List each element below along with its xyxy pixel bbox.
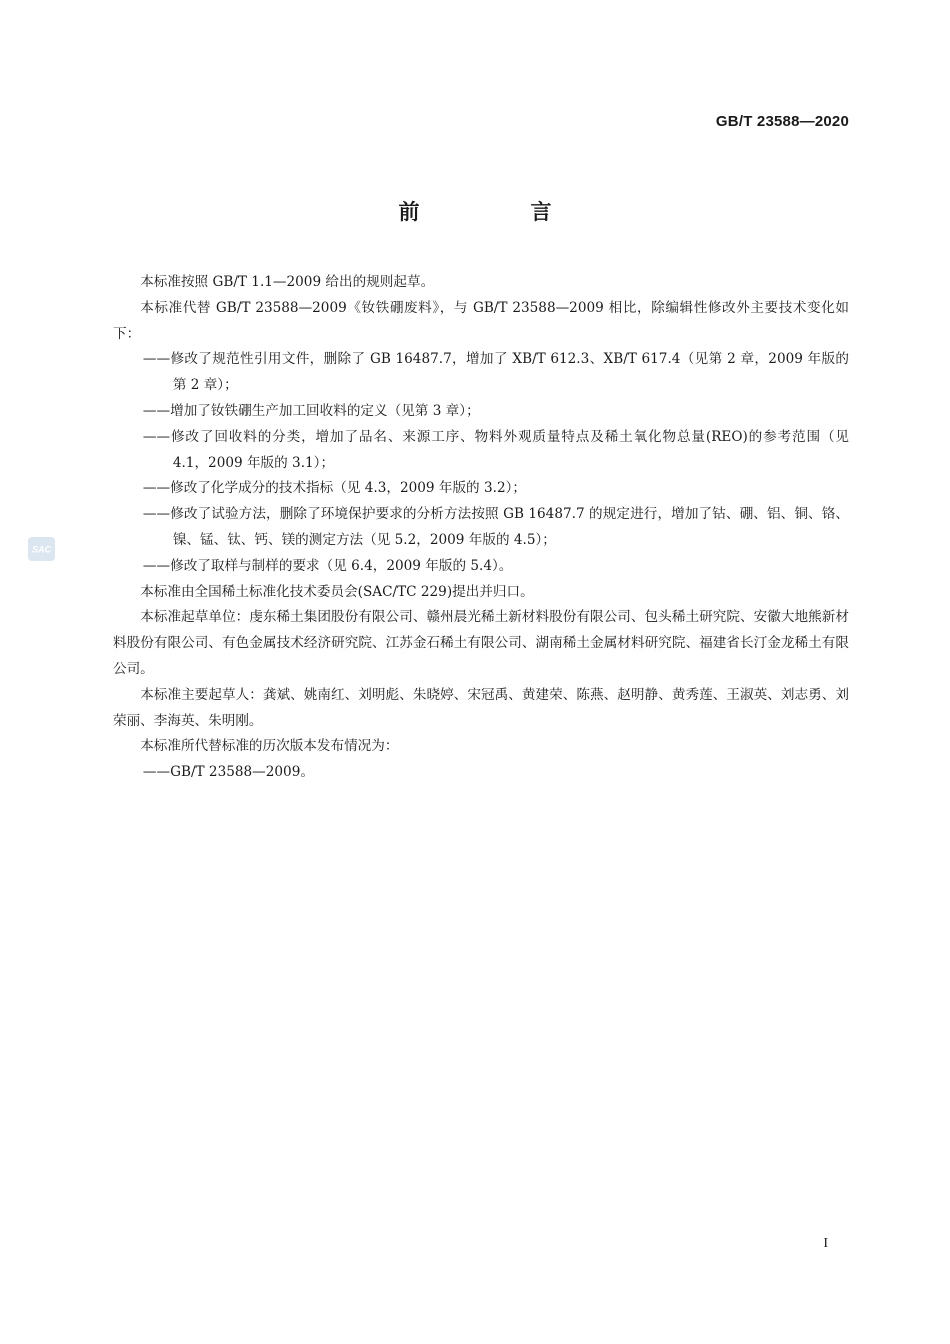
paragraph-committee: 本标准由全国稀土标准化技术委员会(SAC/TC 229)提出并归口。 xyxy=(140,583,534,600)
paragraph-drafting-units: 本标准起草单位：虔东稀土集团股份有限公司、赣州晨光稀土新材料股份有限公司、包头稀土研究院、安徽大地熊新材料股份有限公司、有色金属技术经济研究院、江苏金石稀土有限公司、湖南稀土金属材料研究院、福建省长汀金龙稀土有限公司。 xyxy=(113,609,849,677)
change-item-definition: ——增加了钕铁硼生产加工回收料的定义（见第 3 章）； xyxy=(142,402,480,419)
paragraph-history: 本标准所代替标准的历次版本发布情况为： xyxy=(140,738,399,755)
history-item: ——GB/T 23588—2009。 xyxy=(142,764,314,781)
page-number: I xyxy=(823,1236,828,1251)
change-item-test-methods: ——修改了试验方法，删除了环境保护要求的分析方法按照 GB 16487.7 的规定进行，增加了钴、硼、铝、铜、铬、镍、锰、钛、钙、镁的测定方法（见 5.2，2009 年版的 4.5）； xyxy=(142,506,849,548)
change-item-sampling: ——修改了取样与制样的要求（见 6.4，2009 年版的 5.4）。 xyxy=(142,557,513,574)
change-item-classification: ——修改了回收料的分类，增加了品名、来源工序、物料外观质量特点及稀土氧化物总量(REO)的参考范围（见 4.1，2009 年版的 3.1）； xyxy=(142,428,849,471)
change-item-chemical-composition: ——修改了化学成分的技术指标（见 4.3，2009 年版的 3.2）； xyxy=(142,480,526,497)
page-title: 前 言 xyxy=(398,200,597,224)
foreword-body xyxy=(113,270,849,786)
sac-logo-icon xyxy=(28,537,55,561)
paragraph-drafters: 本标准主要起草人：龚斌、姚南红、刘明彪、朱晓婷、宋冠禹、黄建荣、陈燕、赵明静、黄秀莲、王淑英、刘志勇、刘荣丽、李海英、朱明刚。 xyxy=(113,686,849,729)
paragraph-drafting-rules: 本标准按照 GB/T 1.1—2009 给出的规则起草。 xyxy=(140,274,435,290)
svg-text:SAC: SAC xyxy=(31,544,52,555)
standard-number-header: GB/T 23588—2020 xyxy=(715,113,849,130)
paragraph-replacement: 本标准代替 GB/T 23588—2009《钕铁硼废料》，与 GB/T 23588—2009 相比，除编辑性修改外主要技术变化如下： xyxy=(113,299,849,342)
change-item-references: ——修改了规范性引用文件，删除了 GB 16487.7，增加了 XB/T 612.3、XB/T 617.4（见第 2 章，2009 年版的第 2 章）； xyxy=(142,351,849,394)
